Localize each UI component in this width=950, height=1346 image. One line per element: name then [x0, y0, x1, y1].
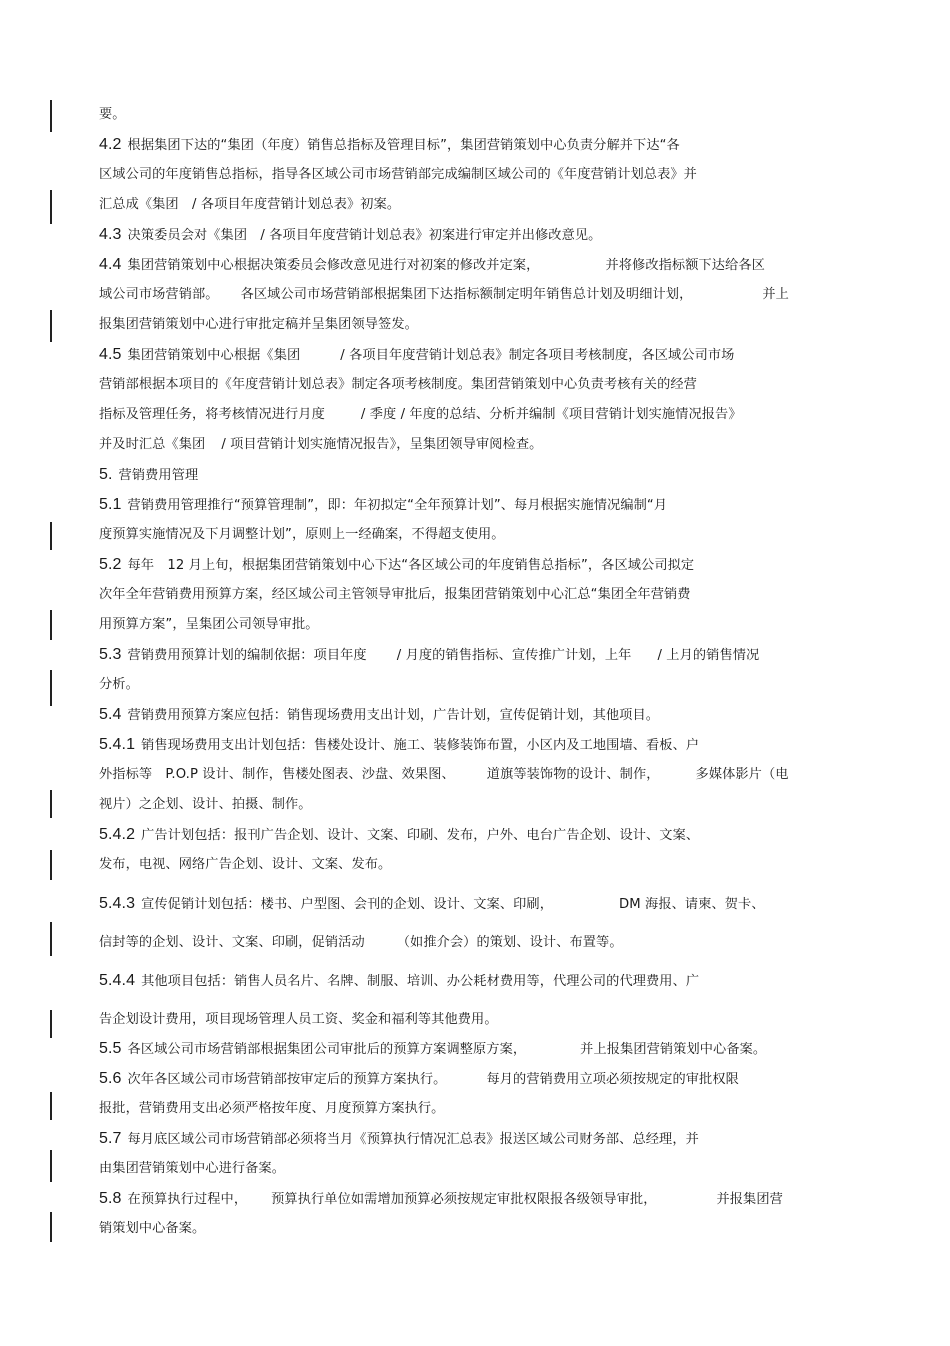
text-line: 分析。: [99, 677, 139, 692]
clause-number: 5.1: [99, 496, 122, 513]
clause-5-4-2: 5.4.2 广告计划包括：报刊广告企划、设计、文案、印刷、发布，户外、电台广告企划、设计、文案、: [99, 826, 700, 843]
revision-bar: [50, 1212, 52, 1242]
clause-number: 5.2: [99, 556, 122, 573]
text-line: 营销部根据本项目的《年度营销计划总表》制定各项考核制度。集团营销策划中心负责考核有关的经营: [99, 377, 697, 392]
revision-bar: [50, 850, 52, 880]
clause-5-4-3: 5.4.3 宣传促销计划包括：楼书、户型图、会刊的企划、设计、文案、印刷， DM 海报、请柬、贺卡、: [99, 895, 765, 912]
text-line: 要。: [99, 107, 126, 122]
clause-number: 4.2: [99, 136, 122, 153]
revision-bar: [50, 670, 52, 706]
revision-bar: [50, 922, 52, 956]
revision-bar: [50, 610, 52, 640]
clause-number: 5.: [99, 466, 113, 483]
text-line: 报集团营销策划中心进行审批定稿并呈集团领导签发。: [99, 317, 418, 332]
clause-number: 5.3: [99, 646, 122, 663]
text-line: 域公司市场营销部。 各区域公司市场营销部根据集团下达指标额制定明年销售总计划及明细计划， 并上: [99, 287, 789, 302]
clause-number: 5.4.2: [99, 826, 136, 843]
text-line: 视片）之企划、设计、拍摄、制作。: [99, 797, 312, 812]
clause-5-5: 5.5 各区域公司市场营销部根据集团公司审批后的预算方案调整原方案， 并上报集团营销策划中心备案。: [99, 1040, 767, 1057]
section-5-heading: 5. 营销费用管理: [99, 466, 199, 483]
text-line: 告企划设计费用，项目现场管理人员工资、奖金和福利等其他费用。: [99, 1012, 498, 1027]
clause-number: 4.4: [99, 256, 122, 273]
text-line: 由集团营销策划中心进行备案。: [99, 1161, 286, 1176]
clause-number: 5.6: [99, 1070, 122, 1087]
clause-5-4: 5.4 营销费用预算方案应包括：销售现场费用支出计划，广告计划，宣传促销计划，其他项目。: [99, 706, 660, 723]
clause-number: 5.4.3: [99, 895, 136, 912]
clause-number: 5.4.1: [99, 736, 136, 753]
clause-number: 5.8: [99, 1190, 122, 1207]
text-line: 并及时汇总《集团 / 项目营销计划实施情况报告》，呈集团领导审阅检查。: [99, 437, 543, 452]
clause-4-3: 4.3 决策委员会对《集团 / 各项目年度营销计划总表》初案进行审定并出修改意见。: [99, 226, 602, 243]
text-line: 区域公司的年度销售总指标，指导各区域公司市场营销部完成编制区域公司的《年度营销计划总表》并: [99, 167, 697, 182]
revision-bar: [50, 100, 52, 132]
text-line: 次年全年营销费用预算方案，经区域公司主管领导审批后，报集团营销策划中心汇总“集团全年营销费: [99, 587, 691, 602]
text-line: 外指标等 P.O.P 设计、制作，售楼处图表、沙盘、效果图、 道旗等装饰物的设计、制作， 多媒体影片（电: [99, 767, 789, 782]
text-line: 度预算实施情况及下月调整计划”，原则上一经确案，不得超支使用。: [99, 527, 505, 542]
text-line: 信封等的企划、设计、文案、印刷，促销活动 （如推介会）的策划、设计、布置等。: [99, 935, 623, 950]
clause-5-7: 5.7 每月底区域公司市场营销部必须将当月《预算执行情况汇总表》报送区域公司财务部、总经理，并: [99, 1130, 699, 1147]
clause-number: 4.5: [99, 346, 122, 363]
revision-bar: [50, 1092, 52, 1120]
text-line: 指标及管理任务，将考核情况进行月度 / 季度 / 年度的总结、分析并编制《项目营销计划实施情况报告》: [99, 407, 742, 422]
clause-5-4-4: 5.4.4 其他项目包括：销售人员名片、名牌、制服、培训、办公耗材费用等，代理公司的代理费用、广: [99, 972, 700, 989]
clause-5-3: 5.3 营销费用预算计划的编制依据：项目年度 / 月度的销售指标、宣传推广计划，上年 / 上月的销售情况: [99, 646, 760, 663]
revision-bar: [50, 1150, 52, 1182]
revision-bar: [50, 310, 52, 342]
text-line: 汇总成《集团 / 各项目年度营销计划总表》初案。: [99, 197, 401, 212]
clause-4-2: 4.2 根据集团下达的“集团（年度）销售总指标及管理目标”，集团营销策划中心负责分解并下达“各: [99, 136, 680, 153]
revision-bar: [50, 1010, 52, 1038]
revision-bar: [50, 790, 52, 818]
revision-bar: [50, 190, 52, 224]
clause-number: 4.3: [99, 226, 122, 243]
text-line: 用预算方案”，呈集团公司领导审批。: [99, 617, 319, 632]
clause-5-1: 5.1 营销费用管理推行“预算管理制”，即：年初拟定“全年预算计划”、每月根据实施情况编制“月: [99, 496, 668, 513]
clause-number: 5.4.4: [99, 972, 136, 989]
text-line: 报批，营销费用支出必须严格按年度、月度预算方案执行。: [99, 1101, 445, 1116]
clause-5-4-1: 5.4.1 销售现场费用支出计划包括：售楼处设计、施工、装修装饰布置，小区内及工地围墙、看板、户: [99, 736, 700, 753]
clause-number: 5.4: [99, 706, 122, 723]
clause-number: 5.7: [99, 1130, 122, 1147]
clause-4-5: 4.5 集团营销策划中心根据《集团 / 各项目年度营销计划总表》制定各项目考核制度，各区域公司市场: [99, 346, 735, 363]
text-line: 发布，电视、网络广告企划、设计、文案、发布。: [99, 857, 392, 872]
text-line: 销策划中心备案。: [99, 1221, 206, 1236]
clause-number: 5.5: [99, 1040, 122, 1057]
clause-5-6: 5.6 次年各区域公司市场营销部按审定后的预算方案执行。 每月的营销费用立项必须按规定的审批权限: [99, 1070, 739, 1087]
clause-4-4: 4.4 集团营销策划中心根据决策委员会修改意见进行对初案的修改并定案， 并将修改指标额下达给各区: [99, 256, 765, 273]
clause-5-8: 5.8 在预算执行过程中， 预算执行单位如需增加预算必须按规定审批权限报各级领导审批， 并报集团营: [99, 1190, 783, 1207]
revision-bar: [50, 522, 52, 550]
clause-5-2: 5.2 每年 12 月上旬，根据集团营销策划中心下达“各区域公司的年度销售总指标”，各区域公司拟定: [99, 556, 695, 573]
